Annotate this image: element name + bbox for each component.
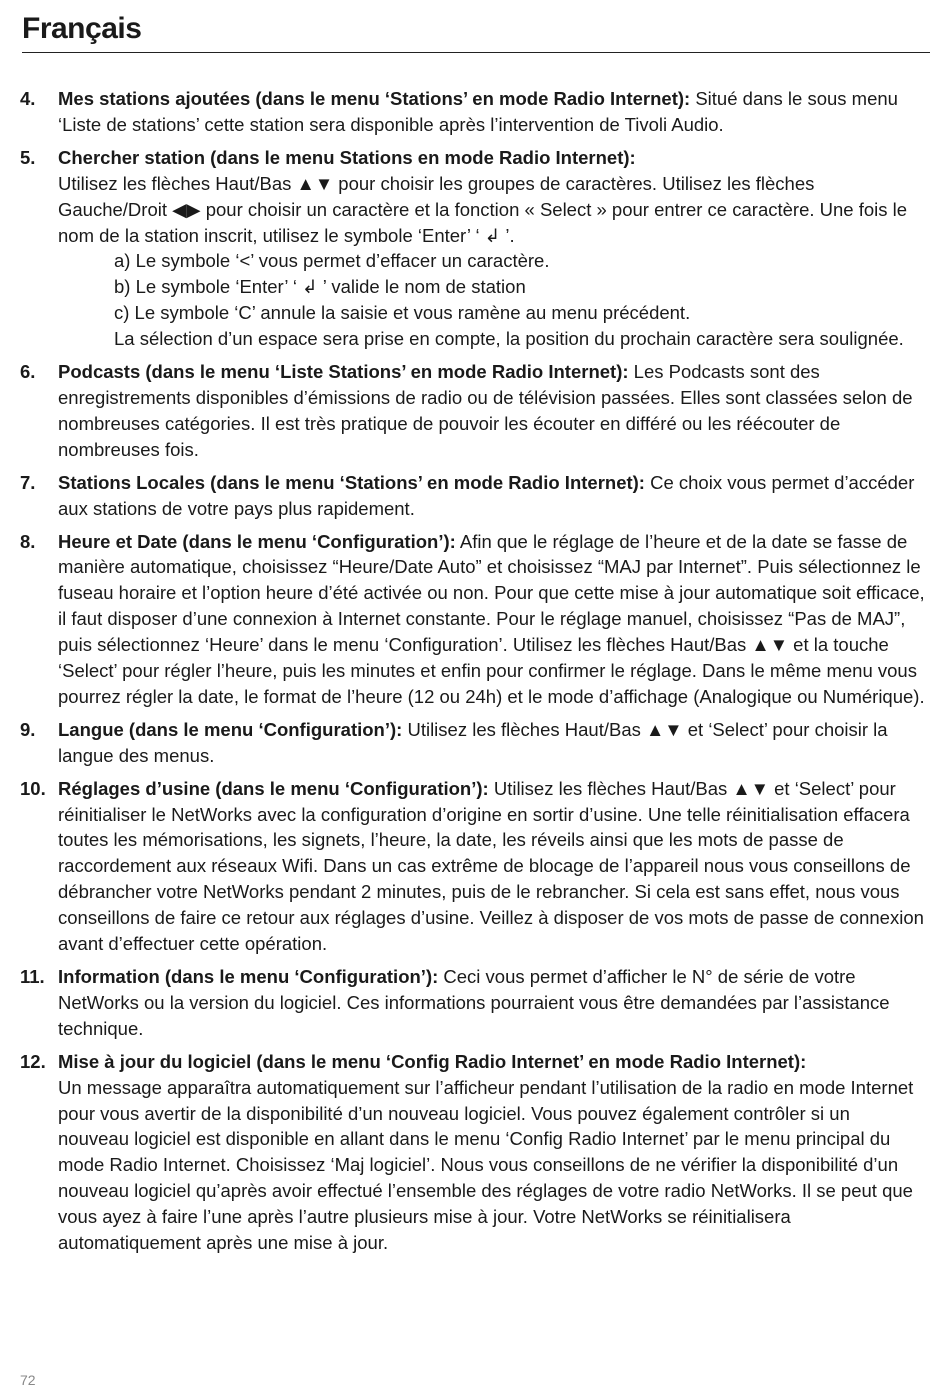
list-item bbox=[20, 1049, 925, 1256]
item-text: Ce choix vous permet d’accéder aux stations de votre pays plus rapidement. bbox=[58, 471, 915, 519]
item-body bbox=[58, 1049, 925, 1256]
item-heading: Langue (dans le menu ‘Configuration’): bbox=[58, 718, 403, 740]
item-text: Utilisez les flèches Haut/Bas ▲▼ pour choisir les groupes de caractères. Utilisez les flèches Gauche/Droit ◀▶ pour choisir un caractère et la fonction « Select » pour entrer ce caractère. Une fois le nom de la station inscrit, utilisez le symbole ‘Enter’ ‘ ↲ ’. bbox=[58, 172, 908, 246]
item-number: 7. bbox=[20, 471, 36, 493]
list-item bbox=[20, 145, 925, 352]
item-heading: Mise à jour du logiciel (dans le menu ‘Config Radio Internet’ en mode Radio Internet): bbox=[58, 1050, 807, 1072]
item-body bbox=[58, 145, 925, 352]
item-number: 6. bbox=[20, 361, 36, 383]
item-body bbox=[58, 529, 925, 710]
item-heading: Réglages d’usine (dans le menu ‘Configuration’): bbox=[58, 777, 489, 799]
item-heading: Information (dans le menu ‘Configuration’): bbox=[58, 966, 439, 987]
list-item bbox=[20, 359, 925, 463]
item-number: 5. bbox=[20, 146, 36, 168]
item-number: 11. bbox=[20, 966, 45, 987]
item-heading: Stations Locales (dans le menu ‘Stations’ en mode Radio Internet): bbox=[58, 471, 645, 493]
page-header bbox=[22, 14, 930, 53]
item-text: Ceci vous permet d’afficher le N° de série de votre NetWorks ou la version du logiciel. Ces informations pourraient vous être demandées par l’assistance technique. bbox=[58, 966, 890, 1039]
item-body bbox=[58, 776, 925, 957]
item-text: Utilisez les flèches Haut/Bas ▲▼ et ‘Select’ pour réinitialiser le NetWorks avec la configuration d’origine en sortir d’usine. Une telle réinitialisation effacera toutes les mémorisations, les signets, l’heure, la date, les réveils ainsi que les mots de passe de raccordement aux réseaux Wifi. Dans un cas extrême de blocage de l’appareil nous vous conseillons de débrancher votre NetWorks pendant 2 minutes, puis de le rebrancher. Si cela est sans effet, nous vous conseillons de faire ce retour aux réglages d’usine. Veillez à disposer de vos mots de passe de connexion avant d’effectuer cette opération. bbox=[58, 777, 924, 955]
item-text: Situé dans le sous menu ‘Liste de stations’ cette station sera disponible après l’intervention de Tivoli Audio. bbox=[58, 88, 898, 135]
item-number: 10. bbox=[20, 777, 46, 799]
item-body bbox=[58, 964, 925, 1042]
numbered-list bbox=[20, 86, 925, 1263]
item-number: 12. bbox=[20, 1050, 46, 1072]
sub-list bbox=[114, 248, 925, 352]
sub-item: b) Le symbole ‘Enter’ ‘ ↲ ’ valide le nom de station bbox=[114, 276, 526, 298]
list-item bbox=[20, 86, 925, 138]
item-heading: Chercher station (dans le menu Stations en mode Radio Internet): bbox=[58, 146, 636, 168]
list-item bbox=[20, 964, 925, 1042]
item-body bbox=[58, 717, 925, 769]
list-item bbox=[20, 717, 925, 769]
item-number: 9. bbox=[20, 718, 36, 740]
item-body bbox=[58, 86, 925, 138]
item-heading: Heure et Date (dans le menu ‘Configuration’): bbox=[58, 530, 456, 552]
list-item bbox=[20, 529, 925, 710]
sub-item: a) Le symbole ‘<’ vous permet d’effacer un caractère. bbox=[114, 250, 550, 272]
item-heading: Mes stations ajoutées (dans le menu ‘Stations’ en mode Radio Internet): bbox=[58, 88, 691, 109]
header-rule bbox=[22, 52, 930, 53]
item-text: Utilisez les flèches Haut/Bas ▲▼ et ‘Select’ pour choisir la langue des menus. bbox=[58, 718, 888, 766]
sub-item: c) Le symbole ‘C’ annule la saisie et vous ramène au menu précédent. bbox=[114, 302, 691, 324]
sub-note: La sélection d’un espace sera prise en compte, la position du prochain caractère sera soulignée. bbox=[114, 328, 904, 350]
item-body bbox=[58, 359, 925, 463]
item-text: Les Podcasts sont des enregistrements disponibles d’émissions de radio ou de télévision passées. Elles sont classées selon de nombreuses catégories. Il est très pratique de pouvoir les écouter en différé ou les réécouter de nombreuses fois. bbox=[58, 361, 913, 460]
list-item bbox=[20, 776, 925, 957]
item-heading: Podcasts (dans le menu ‘Liste Stations’ en mode Radio Internet): bbox=[58, 361, 629, 383]
item-number: 4. bbox=[20, 88, 36, 109]
item-text: Afin que le réglage de l’heure et de la date se fasse de manière automatique, choisissez “Heure/Date Auto” et choisissez “MAJ par Internet”. Puis sélectionnez le fuseau horaire et l’option heure d’été activée ou non. Pour que cette mise à jour automatique soit efficace, il faut disposer d’une connexion à Internet constante. Pour le réglage manuel, choisissez “Pas de MAJ”, puis sélectionnez ‘Heure’ dans le menu ‘Configuration’. Utilisez les flèches Haut/Bas ▲▼ et la touche ‘Select’ pour régler l’heure, puis les minutes et enfin pour confirmer le réglage. Dans le même menu vous pourrez régler la date, le format de l’heure (12 ou 24h) et le mode d’affichage (Analogique ou Numérique). bbox=[58, 530, 925, 707]
item-number: 8. bbox=[20, 530, 36, 552]
item-body bbox=[58, 470, 925, 522]
page-title: Français bbox=[22, 12, 142, 45]
page-number: 72 bbox=[20, 1372, 36, 1388]
item-text: Un message apparaîtra automatiquement sur l’afficheur pendant l’utilisation de la radio en mode Internet pour vous avertir de la disponibilité d’un nouveau logiciel. Vous pouvez également contrôler si un nouveau logiciel est disponible en allant dans le menu ‘Config Radio Internet’ par le menu principal du mode Radio Internet. Choisissez ‘Maj logiciel’. Nous vous conseillons de ne vérifier la disponibilité d’un nouveau logiciel qu’après avoir effectué l’ensemble des réglages de votre radio NetWorks. Il se peut que vous ayez à faire l’une après l’autre plusieurs mise à jour. Votre NetWorks se réinitialisera automatiquement après une mise à jour. bbox=[58, 1076, 914, 1254]
list-item bbox=[20, 470, 925, 522]
